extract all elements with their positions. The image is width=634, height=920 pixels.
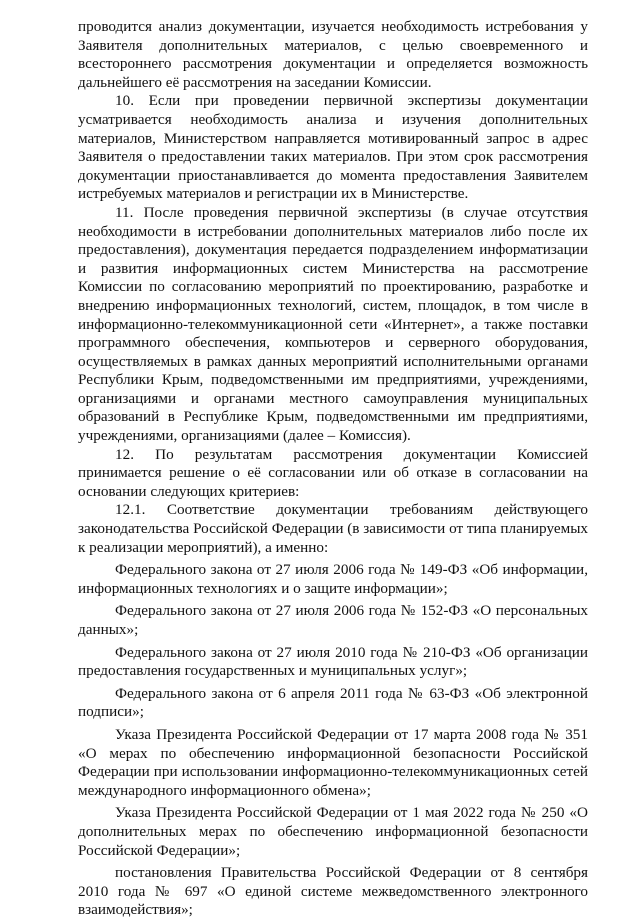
law-item-149-fz: Федерального закона от 27 июля 2006 года № 149-ФЗ «Об информации, информационных технологиях и о защите информации»; (78, 561, 588, 597)
document-page (78, 18, 588, 920)
paragraph-11: 11. После проведения первичной экспертизы (в случае отсутствия необходимости в истребовании дополнительных материалов либо после их предоставления), документация передается подразделением информатизации и развития информационных систем Министерства на рассмотрение Комиссии по согласованию мероприятий по проектированию, разработке и внедрению информационных технологий, систем, площадок, в том числе в информационно-телекоммуникационной сети «Интернет», а также поставки программного обеспечения, компьютеров и серверного оборудования, осуществляемых в рамках данных мероприятий исполнительными органами Республики Крым, подведомственными им предприятиями, учреждениями, организациями и органами местного самоуправления муниципальных образований в Республике Крым, подведомственными им предприятиями, учреждениями, организациями (далее – Комиссия). (78, 203, 588, 445)
decree-item-351: Указа Президента Российской Федерации от 17 марта 2008 года № 351 «О мерах по обеспечению информационной безопасности Российской Федерации при использовании информационно-телекоммуникационных сетей международного информационного обмена»; (78, 725, 588, 799)
paragraph-12-1: 12.1. Соответствие документации требованиям действующего законодательства Российской Федерации (в зависимости от типа планируемых к реализации мероприятий), а именно: (78, 501, 588, 556)
resolution-item-697: постановления Правительства Российской Федерации от 8 сентября 2010 года № 697 «О единой системе межведомственного электронного взаимодействия»; (78, 864, 588, 919)
paragraph-10: 10. Если при проведении первичной экспертизы документации усматривается необходимость анализа и изучения дополнительных материалов, Министерством направляется мотивированный запрос в адрес Заявителя о предоставлении таких материалов. При этом срок рассмотрения документации приостанавливается до момента предоставления Заявителем истребуемых материалов и регистрации их в Министерстве. (78, 92, 588, 203)
law-item-63-fz: Федерального закона от 6 апреля 2011 года № 63-ФЗ «Об электронной подписи»; (78, 684, 588, 721)
decree-item-250: Указа Президента Российской Федерации от 1 мая 2022 года № 250 «О дополнительных мерах по обеспечению информационной безопасности Российской Федерации»; (78, 804, 588, 859)
law-item-210-fz: Федерального закона от 27 июля 2010 года № 210-ФЗ «Об организации предоставления государственных и муниципальных услуг»; (78, 643, 588, 680)
law-item-152-fz: Федерального закона от 27 июля 2006 года № 152-ФЗ «О персональных данных»; (78, 602, 588, 638)
paragraph-12: 12. По результатам рассмотрения документации Комиссией принимается решение о её согласовании или об отказе в согласовании на основании следующих критериев: (78, 445, 588, 500)
paragraph-continuation: проводится анализ документации, изучается необходимость истребования у Заявителя дополнительных материалов, с целью своевременного и всестороннего рассмотрения документации и определяется возможность дальнейшего её рассмотрения на заседании Комиссии. (78, 18, 588, 91)
